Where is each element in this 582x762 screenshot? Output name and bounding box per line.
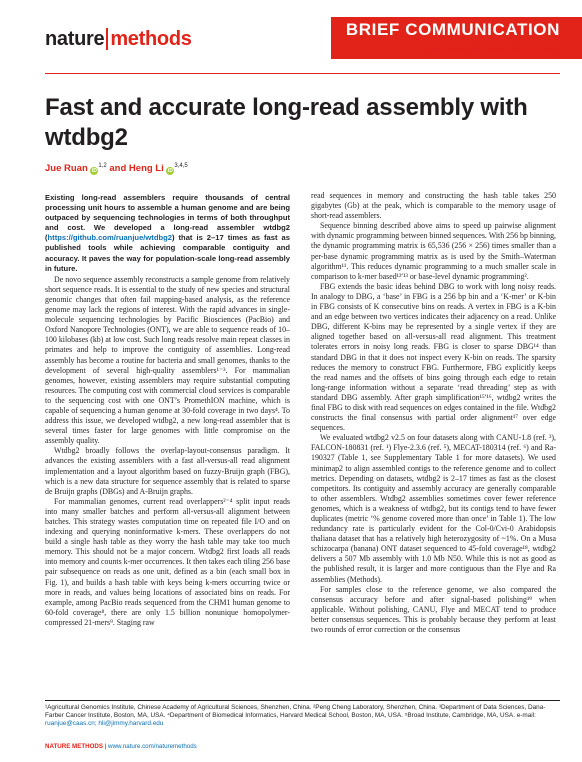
orcid-icon[interactable]: iD xyxy=(167,168,173,175)
journal-logo[interactable] xyxy=(45,27,192,51)
body-paragraph: read sequences in memory and constructing the hash table takes 250 gigabytes (Gb) at the peak, which is comparable to the memory usage of short-read assemblers. xyxy=(311,191,556,221)
footnote-rule xyxy=(45,700,560,701)
author-ruan-affil: 1,2 xyxy=(98,163,107,169)
footer-url[interactable]: www.nature.com/naturemethods xyxy=(108,743,197,750)
logo-nature: nature xyxy=(45,27,105,50)
header-rule xyxy=(45,73,560,74)
body-paragraph: For samples close to the reference genome, we also compared the consensus accuracy before and after signal-based polishing¹⁹ when applicable. Without polishing, CANU, Flye and MECAT tend to produce better consensus sequences. This is probably because they perform at least two rounds of error correction or the consensus xyxy=(311,584,556,635)
footer-separator: | xyxy=(102,743,109,750)
journal-header xyxy=(0,0,582,80)
github-link[interactable]: https://github.com/ruanjue/wtdbg2 xyxy=(47,233,172,243)
article-type-label: BRIEF COMMUNICATION xyxy=(345,20,560,39)
body-paragraph: De novo sequence assembly reconstructs a sample genome from relatively short sequence reads. It is essential to the study of new species and structural genomic changes that often fail mapping-based analysis, as the reference genome may lack the regions of interest. With the rapid advances in single-molecule sequencing technologies by Pacific Biosciences (PacBio) and Oxford Nanopore Technologies (ONT), we are able to sequence reads of 10–100 kilobases (kb) at low cost. Such long reads resolve main repeat classes in primates and help to improve the contiguity of assemblies. Long-read assembly has become a routine for bacteria and small genomes, thanks to the development of several high-quality assemblers¹⁻³. For mammalian genomes, however, existing assemblers may require substantial computing resources. The computing cost with commercial cloud services is comparable to the sequencing cost with one ONT’s PromethION machine, which is capable of sequencing a human genome at 30-fold coverage in two days⁴. To address this issue, we developed wtdbg2, a new long-read assembler that is several times faster for large genomes with little compromise on the assembly quality. xyxy=(45,274,290,446)
author-ruan[interactable]: Jue Ruan xyxy=(45,163,88,175)
abstract-text-b: ) that is 2–17 times as fast as published tools while achieving comparable contiguity and accuracy. It paves the way for population-scale long-read assembly in future. xyxy=(45,233,290,273)
body-paragraph: For mammalian genomes, current read overlappers²⁻⁴ split input reads into many smaller batches and perform all-versus-all alignment between batches. This strategy wastes computation time on repeated file I/O and on indexing and querying noninformative k-mers. These overlappers do not build a single hash table as they worry the hash table may take too much memory. This should not be a major concern. Wtdbg2 first loads all reads into memory and counts k-mer occurrences. It then takes each tiling 256 base pair subsequence on reads as one unit, defined as a bin (each small box in Fig. 1), and builds a hash table with keys being k-mers occurring twice or more in reads, and values being locations of associated bins on reads. For example, among PacBio reads sequenced from the CHM1 human genome to 60-fold coverage⁸, there are only 1.5 billion nonunique homopolymer-compressed 21-mers⁹. Staging raw xyxy=(45,496,290,627)
doi-link[interactable]: https://doi.org/10.1038/s41592-019-0669-3 xyxy=(427,47,560,54)
author-li[interactable]: and Heng Li xyxy=(109,163,164,175)
body-paragraph: Sequence binning described above aims to speed up pairwise alignment with dynamic programming between binned sequences. With 256 bp binning, the dynamic programming matrix is 65,536 (256 × 256) times smaller than a per-base dynamic programming matrix as is used by the Smith–Waterman algorithm¹¹. This reduces dynamic programming to a much smaller scale in comparison to k-mer based¹²ʹ¹³ or base-level dynamic programming². xyxy=(311,221,556,281)
orcid-icon[interactable]: iD xyxy=(91,168,97,175)
logo-methods: methods xyxy=(110,27,192,50)
affiliations xyxy=(45,704,560,729)
footer-journal: NATURE METHODS xyxy=(45,743,103,750)
logo-divider xyxy=(106,28,108,50)
author-li-affil: 3,4,5 xyxy=(174,163,188,169)
abstract-text-a: Existing long-read assemblers require thousands of central processing unit hours to assemble a human genome and are being outpaced by sequencing technologies in terms of both throughput and cost. We developed a long-read assembler wtdbg2 ( xyxy=(45,193,290,243)
body-paragraph: FBG extends the basic ideas behind DBG to work with long noisy reads. In analogy to DBG, a ‘base’ in FBG is a 256 bp bin and a ‘K-mer’ or K-bin in FBG consists of K consecutive bins on reads. A vertex in FBG is a K-bin and an edge between two vertices indicates their adjacency on a read. Unlike DBG, different K-bins may be represented by a single vertex if they are aligned together based on all-versus-all read alignment. This treatment tolerates errors in noisy long reads. FBG is closer to sparse DBG¹⁴ than standard DBG in that it does not inspect every K-bin on reads. The sparsity reduces the memory to construct FBG. Furthermore, FBG explicitly keeps the read names and the offsets of bins going through each edge to retain long-range information without a separate ‘read threading’ step as with standard DBG assembly. After graph simplification¹⁵ʹ¹⁶, wtdbg2 writes the final FBG to disk with read sequences on edges contained in the file. Wtdbg2 constructs the final consensus with partial order alignment¹⁷ over edge sequences. xyxy=(311,281,556,433)
page-footer xyxy=(45,743,197,750)
right-column xyxy=(311,191,556,635)
email-link[interactable]: ruanjue@caas.cn; hli@jimmy.harvard.edu xyxy=(45,720,164,728)
article-title: Fast and accurate long-read assembly with wtdbg2 xyxy=(45,94,528,151)
affiliations-text: ¹Agricultural Genomics Institute, Chinese Academy of Agricultural Sciences, Shenzhen, China. ²Peng Cheng Laboratory, Shenzhen, China. ³Department of Data Sciences, Dana-Farber Cancer Institute, Boston, MA, USA. ⁴Department of Biomedical Informatics, Harvard Medical School, Boston, MA, USA. ⁵Broad Institute, Cambridge, MA, USA. e-mail: xyxy=(45,704,546,720)
left-column xyxy=(45,193,290,628)
body-paragraph: Wtdbg2 broadly follows the overlap-layout-consensus paradigm. It advances the existing assemblers with a fast all-versus-all read alignment implementation and a layout algorithm based on fuzzy-Bruijn graph (FBG), which is a new data structure for sequence assembly that is related to sparse de Bruijn graphs (DBGs) and A-Bruijn graphs. xyxy=(45,446,290,496)
body-paragraph: We evaluated wtdbg2 v2.5 on four datasets along with CANU-1.8 (ref. ³), FALCON-180831 (ref. ¹) Flye-2.3.6 (ref. ⁵), MECAT-180314 (ref. ⁶) and Ra-190327 (Table 1, see Supplementary Table 1 for more datasets). We used minimap2 to align assembled contigs to the reference genome and to collect metrics. Depending on datasets, wtdbg2 is 2–17 times as fast as the closest competitors. Its contiguity and assembly accuracy are generally comparable to other assemblers. Wtdbg2 assemblies sometimes cover fewer reference genomes, which is a weakness of wtdbg2, but its contigs tend to have fewer duplicates (metric ‘% genome covered more than once’ in Table 1). The low redundancy rate is particularly evident for the Col-0/Cvi-0 Arabidopsis thaliana dataset that has a relatively high heterozygosity of ~1%. On a Musa schizocarpa (banana) ONT dataset sequenced to 45-fold coverage¹⁸, wtdbg2 delivers a 507 Mb assembly with 1.0 Mb N50. While this is not as good as the published result, it is larger and more contiguous than the Flye and Ra assemblies (Methods). xyxy=(311,433,556,584)
author-list xyxy=(45,163,188,175)
abstract xyxy=(45,193,290,274)
